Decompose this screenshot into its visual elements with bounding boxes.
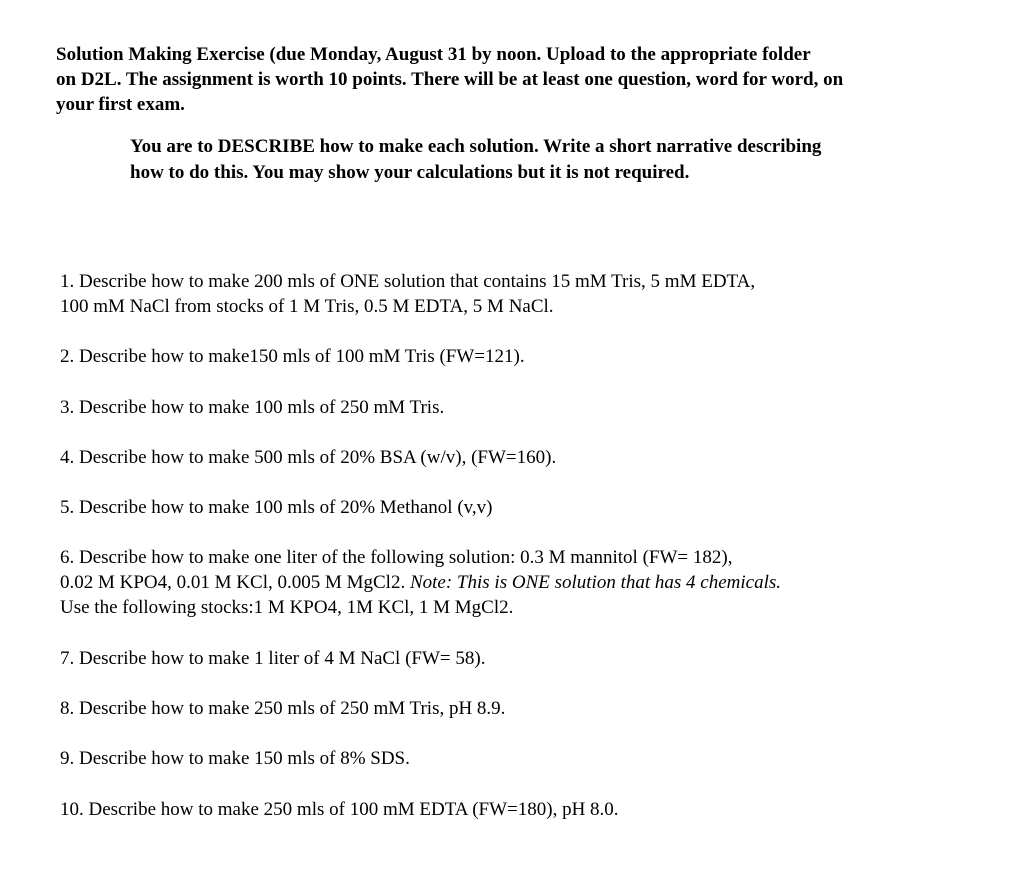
question-5 xyxy=(60,495,960,520)
question-7 xyxy=(60,646,960,671)
question-8 xyxy=(60,696,960,721)
instructions-line-2: how to do this. You may show your calculations but it is not required. xyxy=(130,161,690,183)
question-8-line-1: 8. Describe how to make 250 mls of 250 mM Tris, pH 8.9. xyxy=(60,698,506,719)
question-2 xyxy=(60,344,960,369)
question-4-line-1: 4. Describe how to make 500 mls of 20% BSA (w/v), (FW=160). xyxy=(60,447,557,468)
question-6 xyxy=(60,545,960,620)
question-6-line-3: Use the following stocks:1 M KPO4, 1M KCl, 1 M MgCl2. xyxy=(60,597,514,618)
question-1-line-2: 100 mM NaCl from stocks of 1 M Tris, 0.5 M EDTA, 5 M NaCl. xyxy=(60,296,554,317)
question-10 xyxy=(60,797,960,822)
question-2-line-1: 2. Describe how to make150 mls of 100 mM Tris (FW=121). xyxy=(60,346,525,367)
header-line-1: Solution Making Exercise (due Monday, August 31 by noon. Upload to the appropriate folder xyxy=(56,44,811,65)
question-6-line-2-text: 0.02 M KPO4, 0.01 M KCl, 0.005 M MgCl2. xyxy=(60,572,410,593)
question-6-line-1: 6. Describe how to make one liter of the following solution: 0.3 M mannitol (FW= 182), xyxy=(60,547,733,568)
question-1-line-1: 1. Describe how to make 200 mls of ONE solution that contains 15 mM Tris, 5 mM EDTA, xyxy=(60,271,756,292)
instructions-line-1: You are to DESCRIBE how to make each solution. Write a short narrative describing xyxy=(130,136,822,157)
header-line-2: on D2L. The assignment is worth 10 points. There will be at least one question, word for word, on xyxy=(56,69,844,90)
question-3-line-1: 3. Describe how to make 100 mls of 250 mM Tris. xyxy=(60,397,445,418)
question-7-line-1: 7. Describe how to make 1 liter of 4 M NaCl (FW= 58). xyxy=(60,648,486,669)
header-line-3: your first exam. xyxy=(56,94,185,115)
question-9 xyxy=(60,746,960,771)
assignment-header xyxy=(56,42,986,117)
question-6-line-2 xyxy=(60,570,960,595)
question-5-line-1: 5. Describe how to make 100 mls of 20% Methanol (v,v) xyxy=(60,497,493,518)
question-6-note: Note: This is ONE solution that has 4 chemicals. xyxy=(409,572,781,593)
question-9-line-1: 9. Describe how to make 150 mls of 8% SDS. xyxy=(60,748,410,769)
question-3 xyxy=(60,395,960,420)
question-4 xyxy=(60,445,960,470)
question-10-line-1: 10. Describe how to make 250 mls of 100 mM EDTA (FW=180), pH 8.0. xyxy=(60,799,619,820)
instructions xyxy=(130,134,980,185)
question-1 xyxy=(60,269,960,319)
